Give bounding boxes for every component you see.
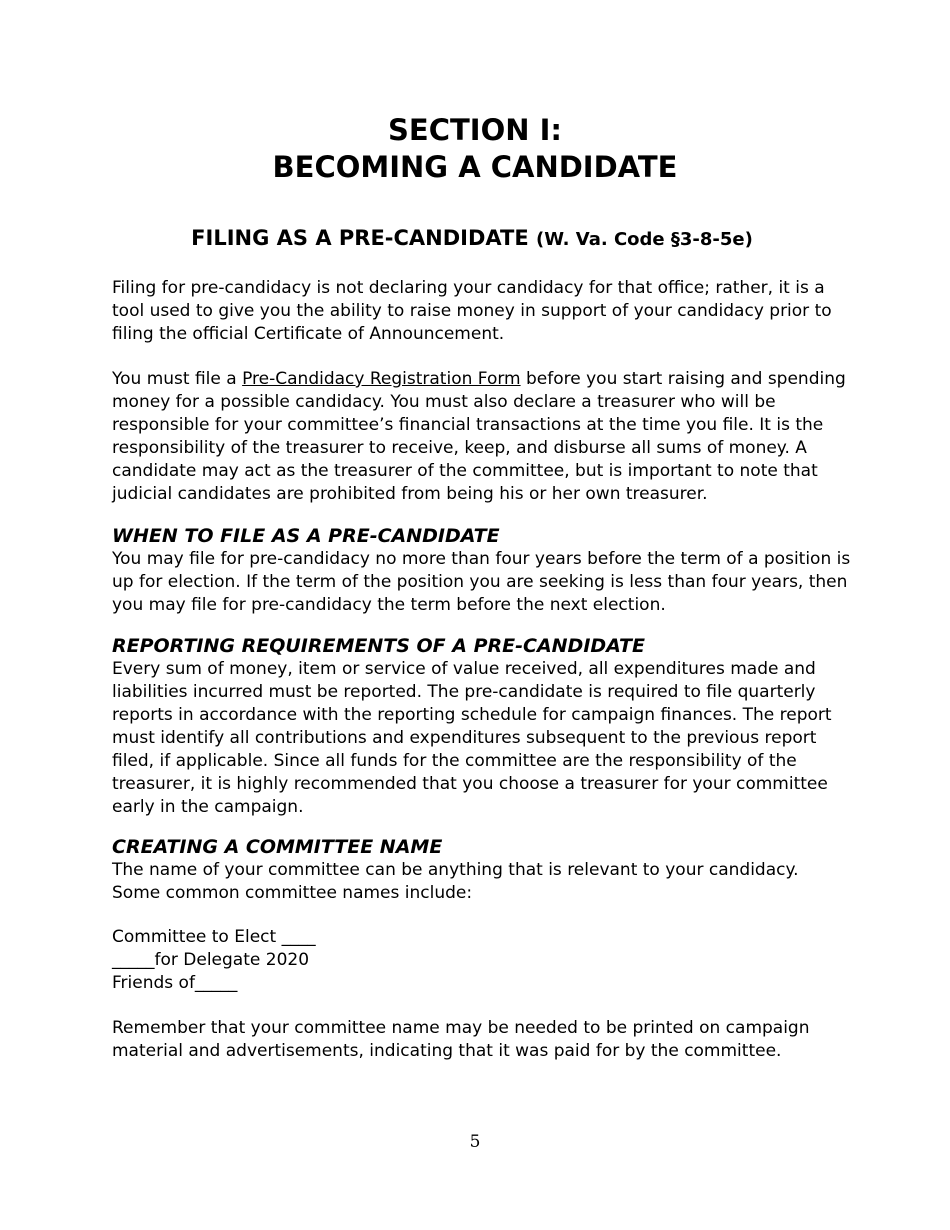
filing-heading-title: FILING AS A PRE-CANDIDATE <box>191 226 529 250</box>
reporting-block <box>112 634 852 819</box>
committee-example-1: Committee to Elect ____ <box>112 927 316 947</box>
reminder-text: Remember that your committee name may be needed to be printed on campaign material and advertisements, indicating that it was paid for by the committee. <box>112 1018 810 1061</box>
registration-text-after: before you start raising and spending money for a possible candidacy. You must also declare a treasurer who will be responsible for your committee’s financial transactions at the time you file. It is the responsibility of the treasurer to receive, keep, and disburse all sums of money. A candidate may act as the treasurer of the committee, but is important to note that judicial candidates are prohibited from being his or her own treasurer. <box>112 369 846 504</box>
filing-heading-code-ref: (W. Va. Code §3-8-5e) <box>536 229 753 250</box>
registration-block <box>112 368 852 506</box>
committee-example-3: Friends of_____ <box>112 973 238 993</box>
intro-block <box>112 277 852 346</box>
committee-name-block <box>112 835 852 905</box>
registration-text-before: You must file a <box>112 369 243 389</box>
when-to-file-block <box>112 524 852 617</box>
committee-example-2: _____for Delegate 2020 <box>112 950 310 970</box>
reporting-text: Every sum of money, item or service of value received, all expenditures made and liabilities incurred must be reported. The pre-candidate is required to file quarterly reports in accordance with the reporting schedule for campaign finances. The report must identify all contributions and expenditures subsequent to the previous report filed, if applicable. Since all funds for the committee are the responsibility of the treasurer, it is highly recommended that you choose a treasurer for your committee early in the campaign. <box>112 659 832 817</box>
when-to-file-text: You may file for pre-candidacy no more than four years before the term of a position is up for election. If the term of the position you are seeking is less than four years, then you may file for pre-candidacy the term before the next election. <box>112 549 851 615</box>
section-heading <box>0 112 950 186</box>
reminder-block <box>112 1017 852 1063</box>
filing-heading <box>0 224 944 254</box>
when-to-file-heading: WHEN TO FILE AS A PRE-CANDIDATE <box>112 525 500 547</box>
committee-name-examples <box>112 926 852 995</box>
page-number: 5 <box>469 1132 481 1152</box>
committee-name-heading: CREATING A COMMITTEE NAME <box>112 836 443 858</box>
registration-paragraph <box>112 368 852 506</box>
section-heading-line1: SECTION I: <box>388 113 562 147</box>
reporting-heading: REPORTING REQUIREMENTS OF A PRE-CANDIDATE <box>112 635 645 657</box>
section-heading-line2: BECOMING A CANDIDATE <box>272 150 678 184</box>
intro-paragraph: Filing for pre-candidacy is not declaring your candidacy for that office; rather, it is a tool used to give you the ability to raise money in support of your candidacy prior to filing the official Certificate of Announcement. <box>112 278 832 344</box>
committee-name-text: The name of your committee can be anything that is relevant to your candidacy. Some common committee names include: <box>112 860 799 903</box>
pre-candidacy-form-link[interactable]: Pre-Candidacy Registration Form <box>242 369 521 389</box>
